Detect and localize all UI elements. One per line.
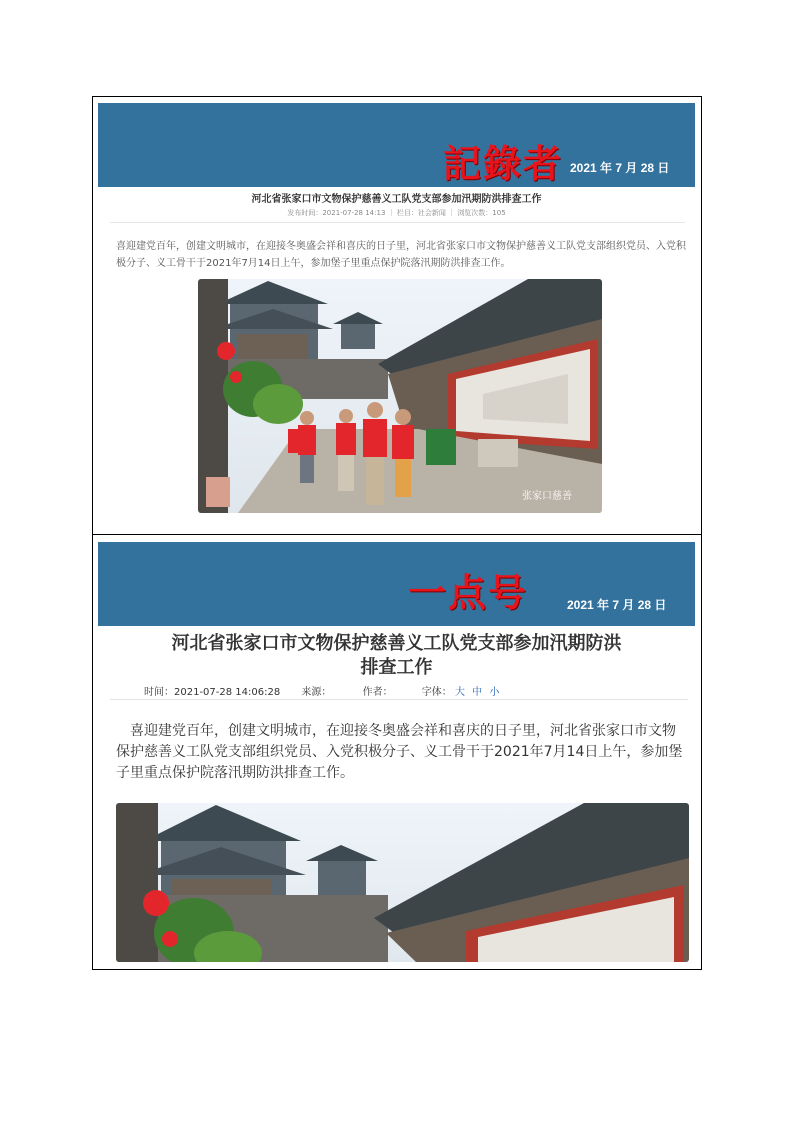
banner-2 [98, 542, 695, 626]
photo-watermark: 张家口慈善 [522, 491, 572, 502]
banner-2-date: 2021 年 7 月 28 日 [567, 598, 667, 612]
meta-1: 发布时间：2021-07-28 14:13 ｜ 栏目：社会新闻 ｜ 浏览次数：105 [287, 209, 506, 217]
meta-2-font-label: 字体： [421, 687, 452, 698]
font-size-medium-link[interactable]: 中 [472, 687, 483, 698]
photo-1-svg [198, 279, 602, 513]
photo-1 [198, 279, 602, 513]
photo-2-svg [116, 803, 689, 962]
meta-2 [144, 683, 499, 698]
font-size-large-link[interactable]: 大 [454, 687, 465, 698]
font-size-small-link[interactable]: 小 [489, 687, 500, 698]
meta-1-rule [110, 222, 685, 223]
body-1: 喜迎建党百年，创建文明城市，在迎接冬奥盛会祥和喜庆的日子里，河北省张家口市文物保护慈善义工队党支部组织党员、入党积极分子、义工骨干于2021年7月14日上午，参加堡子里重点保护院落汛期防洪排查工作。 [116, 241, 686, 269]
meta-2-rule [110, 699, 688, 700]
headline-1: 河北省张家口市文物保护慈善义工队党支部参加汛期防洪排查工作 [251, 194, 542, 205]
banner-2-title: 一点号 [408, 570, 529, 615]
photo-2 [116, 803, 689, 962]
meta-2-author-label: 作者： [362, 687, 393, 698]
meta-2-time-value: 2021-07-28 14:06:28 [174, 687, 281, 698]
stamp-logo [206, 477, 230, 507]
headline-2-line1: 河北省张家口市文物保护慈善义工队党支部参加汛期防洪 [171, 633, 622, 654]
headline-2-line2: 排查工作 [360, 657, 433, 678]
banner-1-date: 2021 年 7 月 28 日 [570, 161, 670, 175]
meta-2-source-label: 来源： [301, 687, 332, 698]
meta-2-time-label: 时间： [144, 687, 174, 698]
clipping-divider [92, 534, 702, 535]
banner-1 [98, 103, 695, 187]
banner-1-title: 記錄者 [443, 141, 564, 186]
body-2: 喜迎建党百年，创建文明城市，在迎接冬奥盛会祥和喜庆的日子里，河北省张家口市文物保护慈善义工队党支部组织党员、入党积极分子、义工骨干于2021年7月14日上午，参加堡子里重点保护院落汛期防洪排查工作。 [116, 723, 683, 781]
